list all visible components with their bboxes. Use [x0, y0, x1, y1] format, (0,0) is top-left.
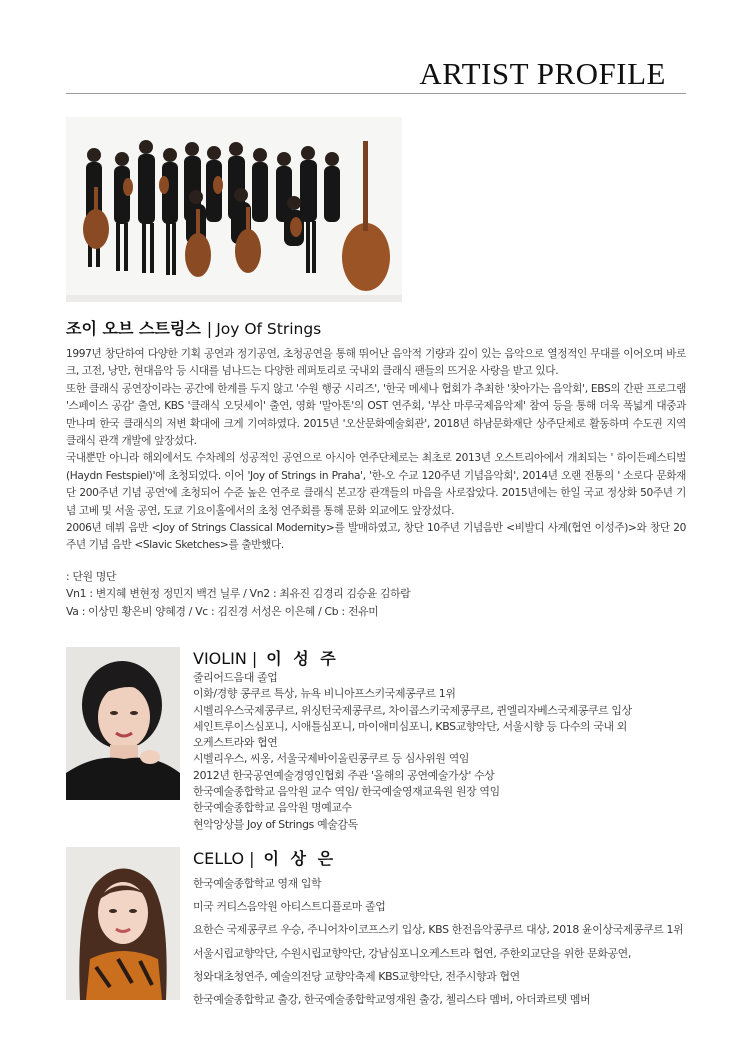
ensemble-photo-illustration [66, 117, 402, 302]
cellist-portrait [66, 847, 180, 1000]
member-list-line: Va : 이상민 황은비 양혜경 / Vc : 김진경 서성은 이은혜 / Cb : 전유미 [66, 604, 379, 618]
career-item: 오케스트라와 협연 [193, 736, 278, 750]
bio-paragraph: 국내뿐만 아니라 해외에서도 수차례의 성공적인 공연으로 아시아 연주단체로는 최초로 2013년 오스트리아에서 개최되는 ' 하이든페스티벌(Haydn Festspiel)'에 초청되었다. 이어 'Joy of Strings in Praha', '한-오 수교 120주년 기념음악회', 2014년 오랜 전통의 ' 소로다 문화재단 200주년 기념 공연'에 초청되어 수준 높은 연주로 클래식 본고장 관객들의 마음을 사로잡았다. 2015년에는 한일 국교 정상화 50주년 기념 고베 및 서울 공연, 도쿄 기요이홀에서의 초청 연주회를 통해 문화 외교에도 앞장섰다. [66, 452, 686, 517]
career-item: 서울시립교향악단, 수원시립교향악단, 강남심포니오케스트라 협연, 주한외교단을 위한 문화공연, [193, 946, 631, 960]
ensemble-name-ko: 조이 오브 스트링스 [66, 319, 201, 338]
career-item: 이화/경향 콩쿠르 특상, 뉴욕 비니아프스키국제콩쿠르 1위 [193, 687, 456, 701]
title-separator: | [206, 319, 213, 338]
career-item: 한국예술종합학교 영재 입학 [193, 877, 322, 890]
cellist-name: 이 상 은 [263, 849, 337, 868]
ensemble-biography [66, 346, 686, 555]
member-list [66, 568, 686, 620]
violinist-role: VIOLIN [193, 649, 247, 668]
violinist-name: 이 성 주 [266, 649, 339, 668]
bio-paragraph: 또한 클래식 공연장이라는 공간에 한계를 두지 않고 '수원 행궁 시리즈', '한국 메세나 협회가 추최한 '찾아가는 음악회', EBS의 간판 프로그램 '스페이스 공감' 출연, KBS '클래식 오딧세이' 출연, 영화 '말아톤'의 OST 연주회, '부산 마루국제음악제' 참여 등을 통해 더욱 폭넓게 대중과 만나며 한국 클래식의 저변 확대에 크게 기여하였다. 2015년 '오산문화예술회관', 2018년 하남문화재단 상주단체로 활동하며 수도권 지역 클래식 관객 개발에 앞장섰다. [66, 382, 686, 448]
career-item: 한국예술종합학교 출강, 한국예술종합학교영재원 출강, 첼리스타 멤버, 아더콰르텟 멤버 [193, 993, 591, 1007]
ensemble-name-en: Joy Of Strings [216, 320, 322, 338]
heading-separator: | [251, 649, 258, 668]
career-item: 2012년 한국공연예술경영인협회 주관 '올해의 공연예술가상' 수상 [193, 768, 495, 782]
ensemble-title [66, 316, 321, 339]
career-item: 줄리어드음대 졸업 [193, 671, 278, 684]
bio-paragraph: 1997년 창단하여 다양한 기획 공연과 정기공연, 초청공연을 통해 뛰어난 음악적 기량과 깊이 있는 음악으로 열정적인 무대를 이어오며 바로크, 고전, 낭만, 현대음악 등 시대를 넘나드는 다양한 레퍼토리로 국내외 클래식 팬들의 뜨거운 사랑을 받고 있다. [66, 348, 686, 378]
member-list-line: Vn1 : 변지혜 변현정 정민지 백건 닐루 / Vn2 : 최유진 김경리 김승윤 김하람 [66, 587, 411, 601]
career-item: 요한슨 국제콩쿠르 우승, 주니어차이코프스키 입상, KBS 한전음악콩쿠르 대상, 2018 윤이상국제콩쿠르 1위 [193, 923, 684, 937]
career-item: 시벨리우스국제콩쿠르, 위싱턴국제콩쿠르, 차이콥스키국제콩쿠르, 퀸엘리자베스국제콩쿠르 입상 [193, 703, 632, 717]
bio-paragraph: 2006년 데뷔 음반 <Joy of Strings Classical Modernity>를 발매하였고, 창단 10주년 기념음반 <비발디 사계(협연 이성주)>와 창단 20주년 기념 음반 <Slavic Sketches>를 출반했다. [66, 522, 686, 552]
ensemble-group-photo [66, 117, 402, 302]
career-item: 한국예술종합학교 음악원 교수 역임/ 한국예술영재교육원 원장 역임 [193, 785, 500, 799]
cellist-career-list [193, 872, 689, 1011]
page-title: ARTIST PROFILE [419, 56, 666, 91]
violinist-portrait-illustration [66, 647, 180, 800]
member-list-heading: : 단원 명단 [66, 570, 117, 583]
career-item: 청와대초청연주, 예술의전당 교향악축제 KBS교향악단, 전주시향과 협연 [193, 969, 520, 983]
cellist-portrait-illustration [66, 847, 180, 1000]
header-divider [66, 93, 686, 94]
violinist-heading [193, 646, 339, 669]
career-item: 한국예술종합학교 음악원 명예교수 [193, 801, 352, 815]
career-item: 시벨리우스, 씨옹, 서울국제바이올린콩쿠르 등 심사위원 역임 [193, 752, 470, 766]
violinist-portrait [66, 647, 180, 800]
career-item: 미국 커티스음악원 아티스트디플로마 졸업 [193, 900, 386, 914]
career-item: 세인트루이스심포니, 시애틀심포니, 마이애미심포니, KBS교향악단, 서울시향 등 다수의 국내 외 [193, 719, 627, 733]
cellist-heading [193, 846, 336, 869]
career-item: 현악앙상블 Joy of Strings 예술감독 [193, 817, 358, 831]
cellist-role: CELLO [193, 849, 245, 868]
heading-separator: | [249, 849, 255, 868]
violinist-career-list [193, 670, 689, 833]
